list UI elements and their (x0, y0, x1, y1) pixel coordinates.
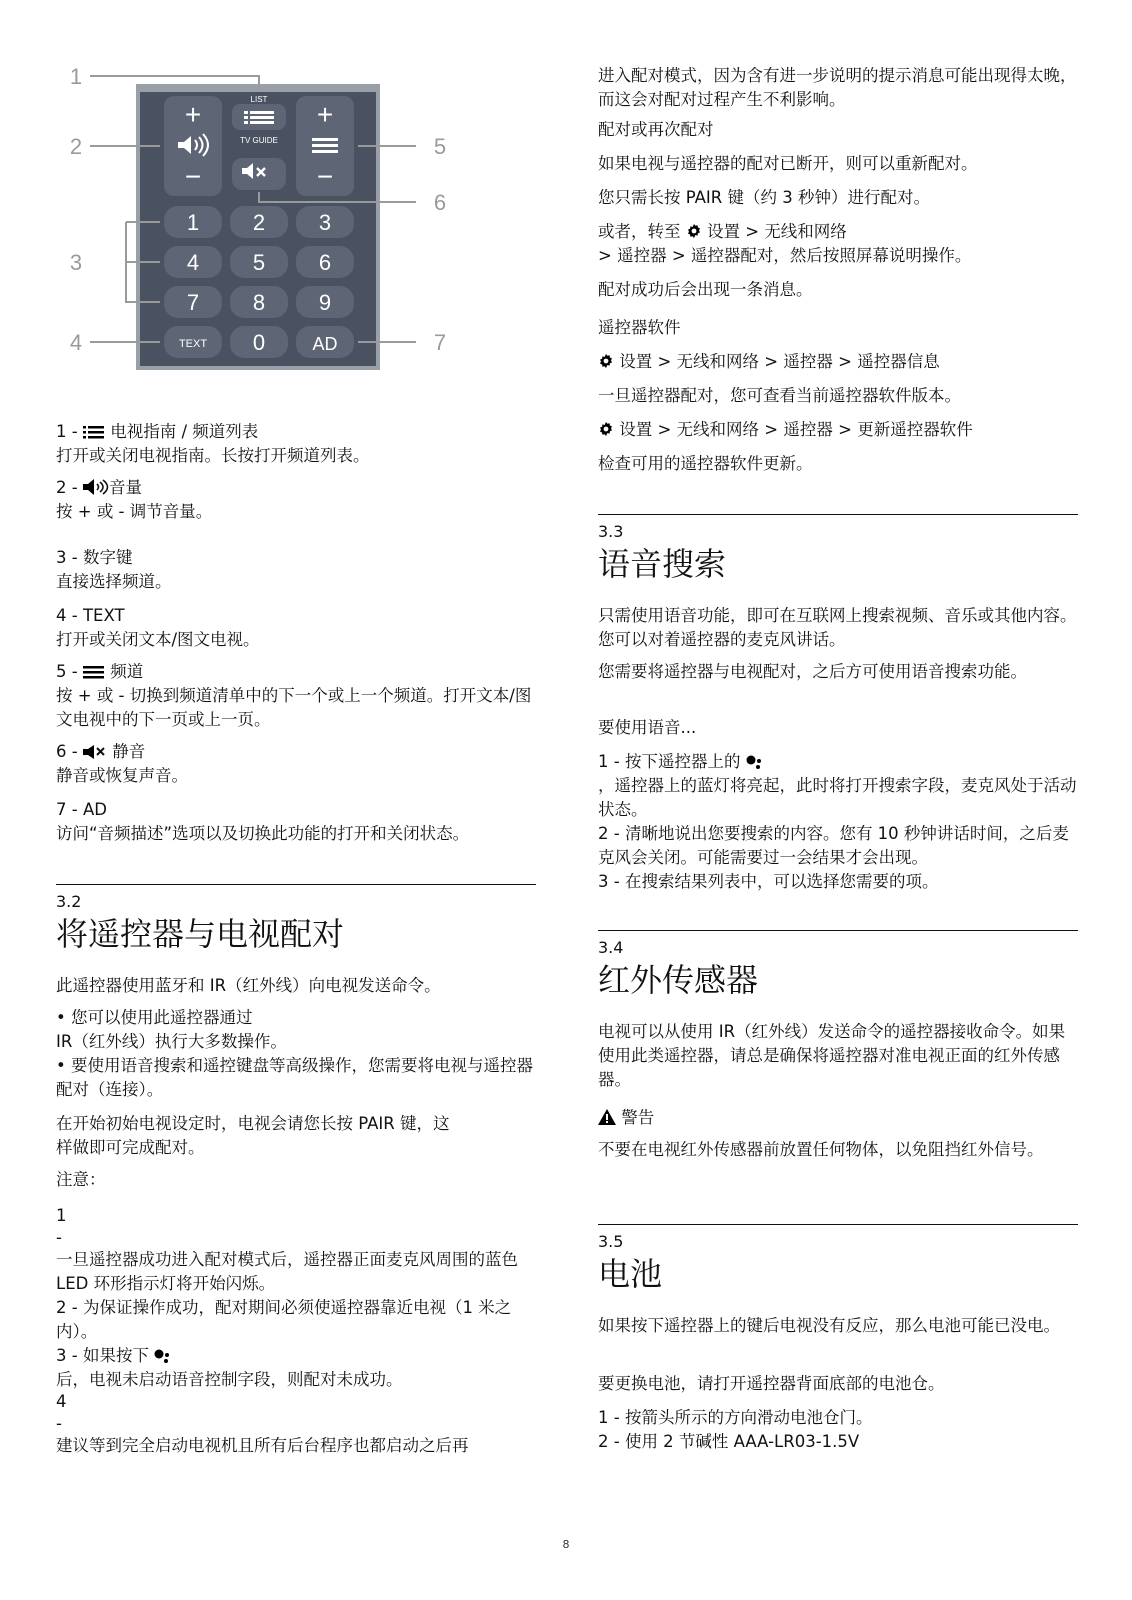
note-item-number: 4 (56, 1392, 67, 1411)
paragraph: 要更换电池，请打开遥控器背面底部的电池仓。 (598, 1374, 945, 1393)
section-rule (598, 930, 1078, 931)
channel-icon (83, 665, 105, 679)
paragraph: 如果电视与遥控器的配对已断开，则可以重新配对。 (598, 154, 978, 173)
paragraph: 检查可用的遥控器软件更新。 (598, 454, 813, 473)
gear-icon (686, 223, 702, 239)
paragraph: 在开始初始电视设定时，电视会请您长按 PAIR 键，这样做即可完成配对。 (56, 1114, 450, 1157)
note-item-dash: - (56, 1228, 62, 1247)
paragraph: 只需使用语音功能，即可在互联网上搜索视频、音乐或其他内容。您可以对着遥控器的麦克风讲话。 (598, 606, 1077, 649)
section-rule (56, 884, 536, 885)
subheading: 配对或再次配对 (598, 120, 714, 139)
section-number: 3.5 (598, 1232, 624, 1251)
paragraph: 此遥控器使用蓝牙和 IR（红外线）向电视发送命令。 (56, 976, 441, 995)
legend-item-5 (56, 660, 536, 732)
note-item-cont: 后，电视未启动语音控制字段，则配对未成功。 (56, 1370, 403, 1389)
legend-item-desc: 访问“音频描述”选项以及切换此功能的打开和关闭状态。 (56, 824, 470, 843)
menu-path: 设置 > 无线和网络 > 遥控器 > 更新遥控器软件 (598, 418, 1078, 442)
callout-2: 2 (69, 134, 83, 159)
key-0: 0 (252, 330, 266, 355)
step-item-cont: ，遥控器上的蓝灯将亮起，此时将打开搜索字段，麦克风处于活动状态。 (598, 776, 1077, 819)
key-2: 2 (252, 210, 266, 235)
warning-label: 警告 (598, 1106, 1078, 1130)
section-title: 语音搜索 (598, 545, 727, 583)
paragraph: 如果按下遥控器上的键后电视没有反应，那么电池可能已没电。 (598, 1316, 1060, 1335)
step-item: 2 - 清晰地说出您要搜索的内容。您有 10 秒钟讲话时间，之后麦克风会关闭。可能需要过一会结果才会出现。 (598, 824, 1069, 867)
paragraph: 进入配对模式，因为含有进一步说明的提示消息可能出现得太晚，而这会对配对过程产生不利影响。 (598, 66, 1077, 109)
list-label: LIST (250, 95, 268, 104)
legend-item-title: 7 - AD (56, 800, 107, 819)
key-ad: AD (312, 334, 338, 354)
callout-4: 4 (69, 330, 83, 355)
section-title: 红外传感器 (598, 961, 759, 999)
legend-item-title: 6 - 静音 (56, 742, 146, 761)
note-item-number: 1 (56, 1206, 67, 1225)
paragraph: > 遥控器 > 遥控器配对，然后按照屏幕说明操作。 (598, 246, 972, 265)
legend-item-6 (56, 740, 536, 788)
key-4: 4 (186, 250, 200, 275)
key-text: TEXT (178, 338, 208, 350)
callout-6: 6 (433, 190, 447, 215)
volume-minus: − (184, 161, 202, 192)
channel-plus: + (316, 99, 334, 130)
section-title: 将遥控器与电视配对 (56, 915, 345, 953)
section-number: 3.2 (56, 892, 82, 911)
channel-minus: − (316, 161, 334, 192)
paragraph: 您只需长按 PAIR 键（约 3 秒钟）进行配对。 (598, 188, 930, 207)
page-number: 8 (562, 1538, 570, 1551)
bullet-item: • 您可以使用此遥控器通过 (56, 1008, 253, 1027)
key-5: 5 (252, 250, 266, 275)
key-8: 8 (252, 290, 266, 315)
legend-item-title: 3 - 数字键 (56, 548, 133, 567)
legend-item-desc: 按 + 或 - 切换到频道清单中的下一个或上一个频道。打开文本/图文电视中的下一页或上一页。 (56, 686, 532, 729)
step-item: 1 - 按箭头所示的方向滑动电池仓门。 (598, 1408, 873, 1427)
paragraph: 电视可以从使用 IR（红外线）发送命令的遥控器接收命令。如果使用此类遥控器，请总是确保将遥控器对准电视正面的红外传感器。 (598, 1022, 1066, 1089)
legend-item-desc: 按 + 或 - 调节音量。 (56, 502, 213, 521)
note-item-text: 一旦遥控器成功进入配对模式后，遥控器正面麦克风周围的蓝色 LED 环形指示灯将开始闪烁。 (56, 1250, 518, 1293)
volume-icon (83, 479, 109, 495)
callout-1: 1 (69, 64, 83, 89)
legend-item-4 (56, 604, 536, 652)
key-7: 7 (186, 290, 200, 315)
menu-path: 设置 > 无线和网络 > 遥控器 > 遥控器信息 (598, 350, 1078, 374)
section-rule (598, 514, 1078, 515)
list-icon (83, 425, 105, 439)
callout-7: 7 (433, 330, 447, 355)
assistant-icon (746, 755, 764, 769)
warning-icon (598, 1109, 616, 1125)
legend-item-desc: 打开或关闭电视指南。长按打开频道列表。 (56, 446, 370, 465)
legend-item-desc: 打开或关闭文本/图文电视。 (56, 630, 260, 649)
note-item-dash: - (56, 1414, 62, 1433)
step-item: 3 - 在搜索结果列表中，可以选择您需要的项。 (598, 872, 939, 891)
legend-item-title: 2 - 音量 (56, 478, 142, 497)
paragraph: 不要在电视红外传感器前放置任何物体，以免阻挡红外信号。 (598, 1140, 1044, 1159)
section-title: 电池 (598, 1255, 663, 1293)
paragraph: 配对成功后会出现一条消息。 (598, 280, 813, 299)
section-number: 3.4 (598, 938, 624, 957)
gear-icon (598, 421, 614, 437)
callout-3: 3 (69, 250, 83, 275)
legend-item-title: 4 - TEXT (56, 606, 125, 625)
section-rule (598, 1224, 1078, 1225)
section-number: 3.3 (598, 522, 624, 541)
legend-item-title: 1 - 电视指南 / 频道列表 (56, 422, 259, 441)
key-9: 9 (318, 290, 332, 315)
legend-item-2 (56, 476, 536, 524)
callout-5: 5 (433, 134, 447, 159)
bullet-item-cont: IR（红外线）执行大多数操作。 (56, 1032, 287, 1051)
paragraph: 要使用语音... (598, 718, 697, 737)
legend-item-title: 5 - 频道 (56, 662, 144, 681)
mute-icon (83, 745, 107, 759)
step-item: 2 - 使用 2 节碱性 AAA-LR03-1.5V (598, 1432, 860, 1451)
key-3: 3 (318, 210, 332, 235)
note-label: 注意： (56, 1170, 106, 1189)
remote-diagram (56, 62, 476, 392)
paragraph: 一旦遥控器配对，您可查看当前遥控器软件版本。 (598, 386, 961, 405)
note-item: 2 - 为保证操作成功，配对期间必须使遥控器靠近电视（1 米之内）。 (56, 1298, 512, 1341)
gear-icon (598, 353, 614, 369)
legend-item-7 (56, 798, 536, 846)
bullet-item: • 要使用语音搜索和遥控键盘等高级操作，您需要将电视与遥控器配对（连接）。 (56, 1056, 533, 1099)
legend-item-desc: 静音或恢复声音。 (56, 766, 188, 785)
note-item: 3 - 如果按下 (56, 1344, 536, 1368)
remote-illustration (56, 62, 476, 392)
tv-guide-label: TV GUIDE (240, 136, 278, 145)
paragraph: 您需要将遥控器与电视配对，之后方可使用语音搜索功能。 (598, 662, 1027, 681)
note-item-text: 建议等到完全启动电视机且所有后台程序也都启动之后再 (56, 1436, 469, 1455)
volume-plus: + (184, 99, 202, 130)
key-6: 6 (318, 250, 332, 275)
assistant-icon (154, 1349, 172, 1363)
legend-item-3 (56, 546, 536, 594)
legend-item-desc: 直接选择频道。 (56, 572, 172, 591)
key-1: 1 (186, 210, 200, 235)
paragraph: 或者，转至 设置 > 无线和网络 (598, 222, 847, 241)
subheading: 遥控器软件 (598, 318, 681, 337)
step-item: 1 - 按下遥控器上的 (598, 750, 1078, 774)
channel-icon (312, 138, 338, 153)
legend-item-1 (56, 420, 536, 468)
